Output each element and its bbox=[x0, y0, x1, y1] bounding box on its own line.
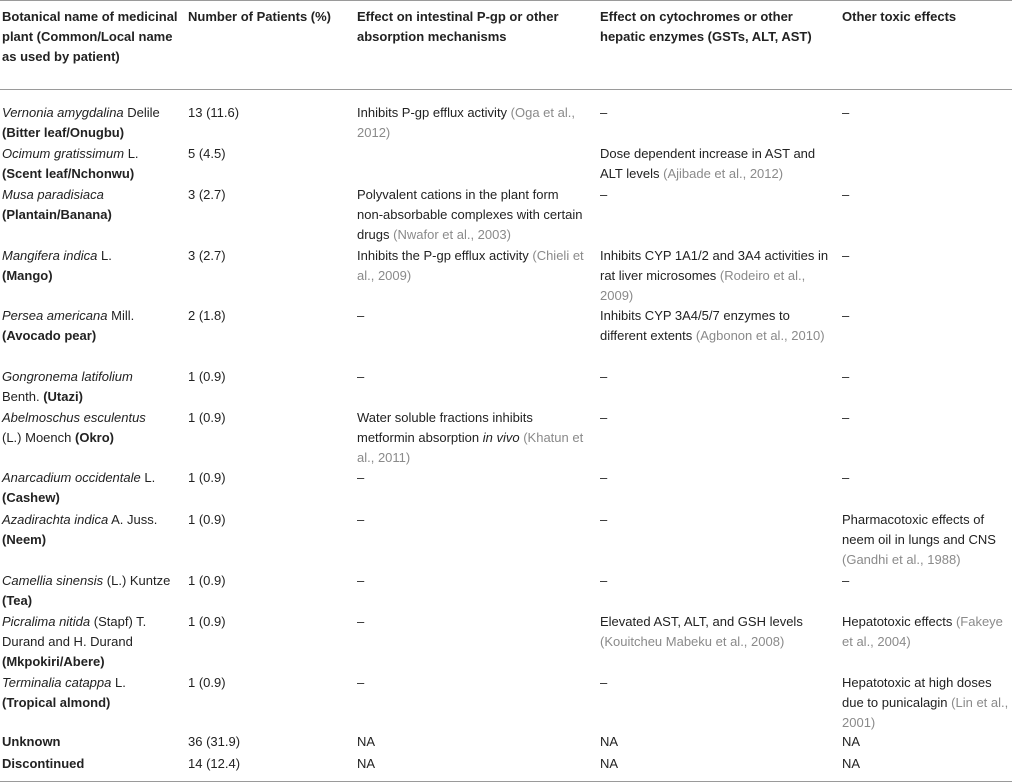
plant-cell: Ocimum gratissimum L. (Scent leaf/Nchonwu) bbox=[2, 146, 139, 181]
hepatic-cell: Dose dependent increase in AST and ALT levels (Ajibade et al., 2012) bbox=[600, 146, 816, 181]
patients-cell: 1 (0.9) bbox=[188, 470, 226, 485]
plant-cell: Terminalia catappa L. (Tropical almond) bbox=[2, 675, 126, 710]
absorption-cell: – bbox=[357, 614, 365, 629]
hepatic-cell: Elevated AST, ALT, and GSH levels (Kouitcheu Mabeku et al., 2008) bbox=[600, 614, 803, 649]
patients-cell: 1 (0.9) bbox=[188, 410, 226, 425]
toxic-cell: – bbox=[842, 248, 850, 263]
absorption-cell: NA bbox=[357, 734, 376, 749]
patients-cell: 1 (0.9) bbox=[188, 369, 226, 384]
hepatic-cell: NA bbox=[600, 734, 619, 749]
hepatic-cell: NA bbox=[600, 756, 619, 771]
absorption-cell: Polyvalent cations in the plant form non-absorbable complexes with certain drugs (Nwafor et al., 2003) bbox=[357, 187, 583, 242]
plant-cell: Picralima nitida (Stapf) T. Durand and H. Durand (Mkpokiri/Abere) bbox=[2, 614, 147, 669]
absorption-cell: – bbox=[357, 308, 365, 323]
plant-cell: Persea americana Mill. (Avocado pear) bbox=[2, 308, 135, 343]
patients-cell: 3 (2.7) bbox=[188, 248, 226, 263]
header-toxic: Other toxic effects bbox=[842, 9, 957, 24]
table-bottom-rule bbox=[0, 781, 1012, 782]
toxic-cell: – bbox=[842, 573, 850, 588]
toxic-cell: – bbox=[842, 410, 850, 425]
table-header-row bbox=[0, 7, 1012, 87]
absorption-cell: – bbox=[357, 369, 365, 384]
absorption-cell: Water soluble fractions inhibits metformin absorption in vivo (Khatun et al., 2011) bbox=[357, 410, 584, 465]
patients-cell: 3 (2.7) bbox=[188, 187, 226, 202]
table-top-rule bbox=[0, 0, 1012, 1]
hepatic-cell: Inhibits CYP 3A4/5/7 enzymes to different extents (Agbonon et al., 2010) bbox=[600, 308, 825, 343]
toxic-cell: Pharmacotoxic effects of neem oil in lungs and CNS (Gandhi et al., 1988) bbox=[842, 512, 996, 567]
absorption-cell: – bbox=[357, 470, 365, 485]
plant-cell: Gongronema latifolium Benth. (Utazi) bbox=[2, 369, 133, 404]
table-header-rule bbox=[0, 89, 1012, 90]
plant-cell: Unknown bbox=[2, 734, 61, 749]
plant-cell: Vernonia amygdalina Delile (Bitter leaf/Onugbu) bbox=[2, 105, 160, 140]
patients-cell: 13 (11.6) bbox=[188, 105, 240, 120]
absorption-cell: NA bbox=[357, 756, 376, 771]
hepatic-cell: Inhibits CYP 1A1/2 and 3A4 activities in rat liver microsomes (Rodeiro et al., 2009) bbox=[600, 248, 829, 303]
patients-cell: 1 (0.9) bbox=[188, 614, 226, 629]
toxic-cell: Hepatotoxic at high doses due to punicalagin (Lin et al., 2001) bbox=[842, 675, 1009, 730]
hepatic-cell: – bbox=[600, 105, 608, 120]
patients-cell: 1 (0.9) bbox=[188, 512, 226, 527]
hepatic-cell: – bbox=[600, 410, 608, 425]
plant-cell: Anarcadium occidentale L. (Cashew) bbox=[2, 470, 156, 505]
hepatic-cell: – bbox=[600, 187, 608, 202]
toxic-cell: – bbox=[842, 308, 850, 323]
plant-cell: Mangifera indica L. (Mango) bbox=[2, 248, 112, 283]
hepatic-cell: – bbox=[600, 512, 608, 527]
patients-cell: 14 (12.4) bbox=[188, 756, 241, 771]
hepatic-cell: – bbox=[600, 470, 608, 485]
patients-cell: 5 (4.5) bbox=[188, 146, 226, 161]
absorption-cell: – bbox=[357, 573, 365, 588]
hepatic-cell: – bbox=[600, 573, 608, 588]
toxic-cell: Hepatotoxic effects (Fakeye et al., 2004) bbox=[842, 614, 1003, 649]
plant-cell: Abelmoschus esculentus (L.) Moench (Okro) bbox=[2, 410, 146, 445]
header-patients: Number of Patients (%) bbox=[188, 9, 332, 24]
patients-cell: 36 (31.9) bbox=[188, 734, 241, 749]
toxic-cell: – bbox=[842, 187, 850, 202]
plant-cell: Discontinued bbox=[2, 756, 85, 771]
toxic-cell: NA bbox=[842, 756, 861, 771]
hepatic-cell: – bbox=[600, 675, 608, 690]
patients-cell: 1 (0.9) bbox=[188, 675, 226, 690]
toxic-cell: NA bbox=[842, 734, 861, 749]
toxic-cell: – bbox=[842, 470, 850, 485]
absorption-cell: Inhibits the P-gp efflux activity (Chieli et al., 2009) bbox=[357, 248, 584, 283]
header-absorption: Effect on intestinal P-gp or other absorption mechanisms bbox=[357, 9, 559, 44]
hepatic-cell: – bbox=[600, 369, 608, 384]
absorption-cell: Inhibits P-gp efflux activity (Oga et al., 2012) bbox=[357, 105, 575, 140]
header-hepatic: Effect on cytochromes or other hepatic enzymes (GSTs, ALT, AST) bbox=[600, 9, 812, 44]
absorption-cell: – bbox=[357, 675, 365, 690]
patients-cell: 2 (1.8) bbox=[188, 308, 226, 323]
absorption-cell: – bbox=[357, 512, 365, 527]
toxic-cell: – bbox=[842, 105, 850, 120]
plant-cell: Musa paradisiaca (Plantain/Banana) bbox=[2, 187, 112, 222]
header-plant: Botanical name of medicinal plant (Common/Local name as used by patient) bbox=[2, 9, 178, 64]
patients-cell: 1 (0.9) bbox=[188, 573, 226, 588]
toxic-cell: – bbox=[842, 369, 850, 384]
plant-cell: Camellia sinensis (L.) Kuntze (Tea) bbox=[2, 573, 171, 608]
plant-cell: Azadirachta indica A. Juss. (Neem) bbox=[2, 512, 158, 547]
